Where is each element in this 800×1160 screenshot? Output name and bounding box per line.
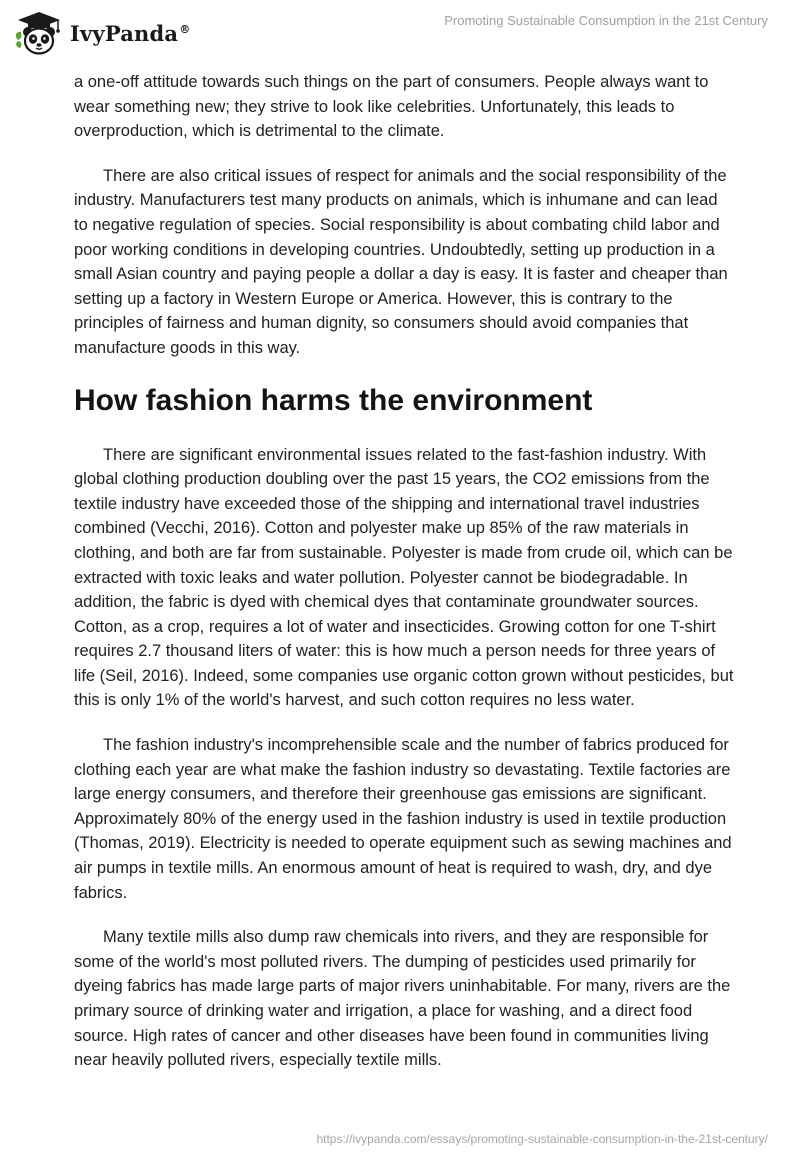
- brand-name-text: IvyPanda: [70, 20, 179, 46]
- paragraph-energy-use: The fashion industry's incomprehensible scale and the number of fabrics produced for clothing each year are what make the fashion industry so devastating. Textile factories are large energy consumers, and therefore their greenhouse gas emissions are significant. Approximately 80% of the energy used in the fashion industry is used in textile production (Thomas, 2019). Electricity is needed to operate equipment such as sewing machines and air pumps in textile mills. An enormous amount of heat is required to wash, dry, and dye fabrics.: [74, 736, 732, 902]
- paragraph-river-pollution: Many textile mills also dump raw chemicals into rivers, and they are responsible for some of the world's most polluted rivers. The dumping of pesticides used primarily for dyeing fabrics has made large parts of major rivers uninhabitable. For many, rivers are the primary source of drinking water and irrigation, a place for washing, and a direct food source. High rates of cancer and other diseases have been found in communities living near heavily polluted rivers, especially textile mills.: [74, 928, 731, 1070]
- paragraph-continued: a one-off attitude towards such things on the part of consumers. People always want to wear something new; they strive to look like celebrities. Unfortunately, this leads to overproduction, which is detrimental to the climate.: [74, 73, 709, 141]
- paragraph-environmental-issues: There are significant environmental issues related to the fast-fashion industry. With global clothing production doubling over the past 15 years, the CO2 emissions from the textile industry have exceeded those of the shipping and international travel industries combined (Vecchi, 2016). Cotton and polyester make up 85% of the raw materials in clothing, and both are far from sustainable. Polyester is made from crude oil, which can be extracted with toxic leaks and water pollution. Polyester cannot be biodegradable. In addition, the fabric is dyed with chemical dyes that contaminate groundwater sources. Cotton, as a crop, requires a lot of water and insecticides. Growing cotton for one T-shirt requires 2.7 thousand liters of water: this is how much a person needs for three years of life (Seil, 2016). Indeed, some companies use organic cotton grown without pesticides, but this is only 1% of the world's harvest, and such cotton requires no less water.: [74, 445, 734, 710]
- brand-name: [70, 21, 190, 46]
- ivypanda-logo[interactable]: [14, 10, 190, 56]
- registered-mark: ®: [179, 22, 191, 36]
- document-title: Promoting Sustainable Consumption in the 21st Century: [444, 13, 768, 28]
- essay-content: [74, 70, 734, 1093]
- page-header: [0, 0, 800, 64]
- source-url[interactable]: https://ivypanda.com/essays/promoting-sustainable-consumption-in-the-21st-century/: [316, 1132, 768, 1146]
- paragraph-animals-responsibility: There are also critical issues of respect for animals and the social responsibility of the industry. Manufacturers test many products on animals, which is inhumane and can lead to negative regulation of species. Social responsibility is about combating child labor and poor working conditions in developing countries. Undoubtedly, setting up production in a small Asian country and paying people a dollar a day is easy. It is faster and cheaper than setting up a factory in Western Europe or America. However, this is contrary to the principles of fairness and human dignity, so consumers should avoid companies that manufacture goods in this way.: [74, 166, 728, 357]
- panda-graduate-icon: [14, 10, 64, 56]
- section-heading: How fashion harms the environment: [74, 383, 593, 417]
